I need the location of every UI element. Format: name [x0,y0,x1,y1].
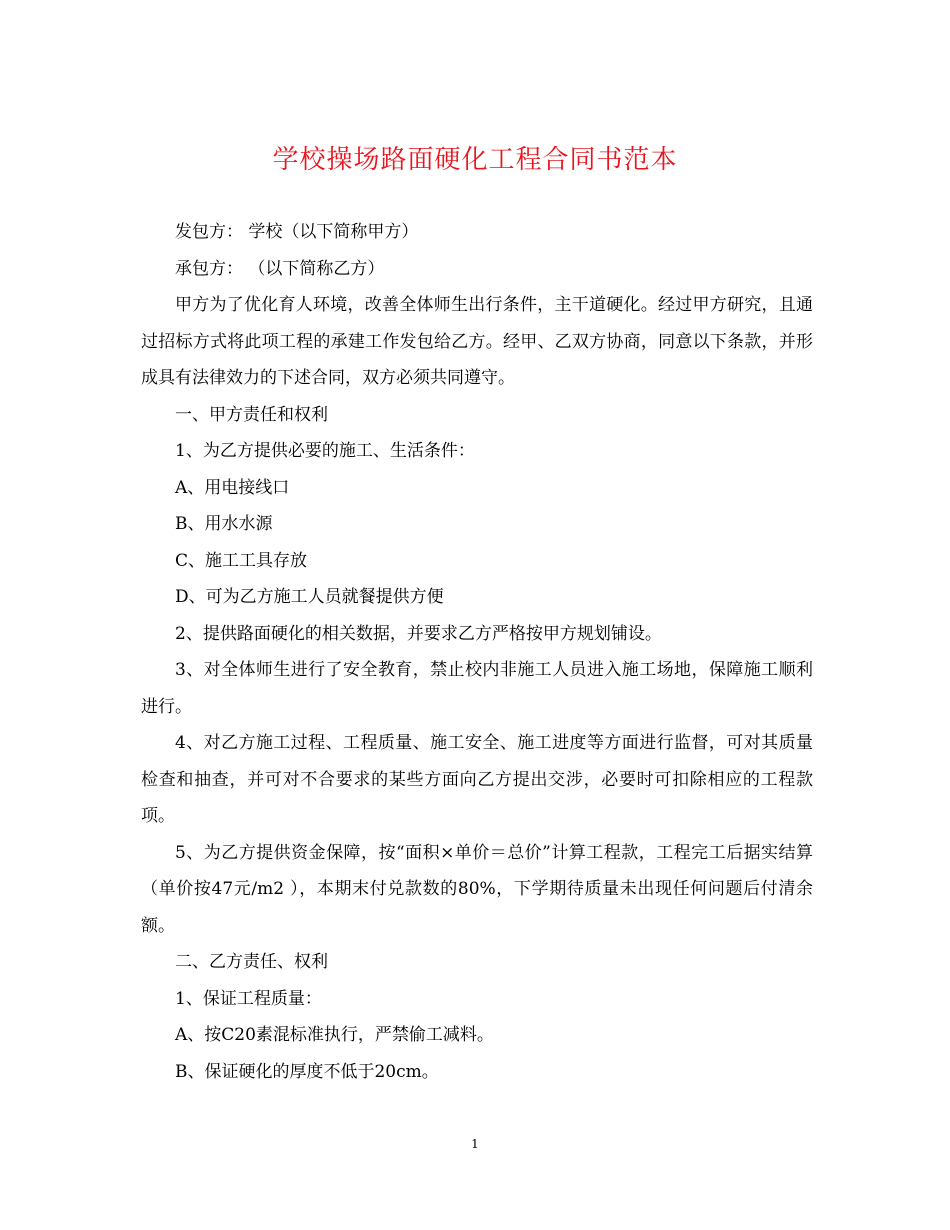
clause-a-1: 1、为乙方提供必要的施工、生活条件： [175,441,475,461]
section-heading-party-b: 二、乙方责任、权利 [175,952,328,972]
clause-a-1-item-d: D、可为乙方施工人员就餐提供方便 [175,587,444,607]
clause-a-1-item-c: C、施工工具存放 [175,550,308,571]
clause-b-1: 1、保证工程质量： [175,988,322,1009]
clause-a-1-item-b: B、用水水源 [175,514,273,534]
clause-a-1-item-a: A、用电接线口 [175,477,290,498]
page-number: 1 [471,1137,479,1151]
section-heading-party-a: 一、甲方责任和权利 [175,404,328,425]
clause-a-5: 5、为乙方提供资金保障，按“面积×单价＝总价”计算工程款，工程完工后据实结算（单价按47元/m2 ），本期末付兑款数的80%，下学期待质量未出现任何问题后付清余额。 [141,842,813,936]
intro-paragraph: 甲方为了优化育人环境，改善全体师生出行条件，主干道硬化。经过甲方研究，且通过招标方式将此项工程的承建工作发包给乙方。经甲、乙双方协商，同意以下条款，并形成具有法律效力的下述合同，双方必须共同遵守。 [141,295,813,388]
document-body [141,214,813,1090]
document-title: 学校操场路面硬化工程合同书范本 [272,145,678,175]
clause-a-3: 3、对全体师生进行了安全教育，禁止校内非施工人员进入施工场地，保障施工顺利进行。 [141,660,813,717]
clause-a-2: 2、提供路面硬化的相关数据，并要求乙方严格按甲方规划铺设。 [175,623,662,644]
party-a-line: 发包方： 学校（以下简称甲方） [175,222,419,242]
clause-b-1-item-b: B、保证硬化的厚度不低于20cm。 [175,1061,439,1082]
party-b-line: 承包方： （以下简称乙方） [175,258,385,279]
clause-a-4: 4、对乙方施工过程、工程质量、施工安全、施工进度等方面进行监督，可对其质量检查和抽查，并可对不合要求的某些方面向乙方提出交涉，必要时可扣除相应的工程款项。 [141,733,813,826]
clause-b-1-item-a: A、按C20素混标准执行，严禁偷工减料。 [175,1025,494,1045]
